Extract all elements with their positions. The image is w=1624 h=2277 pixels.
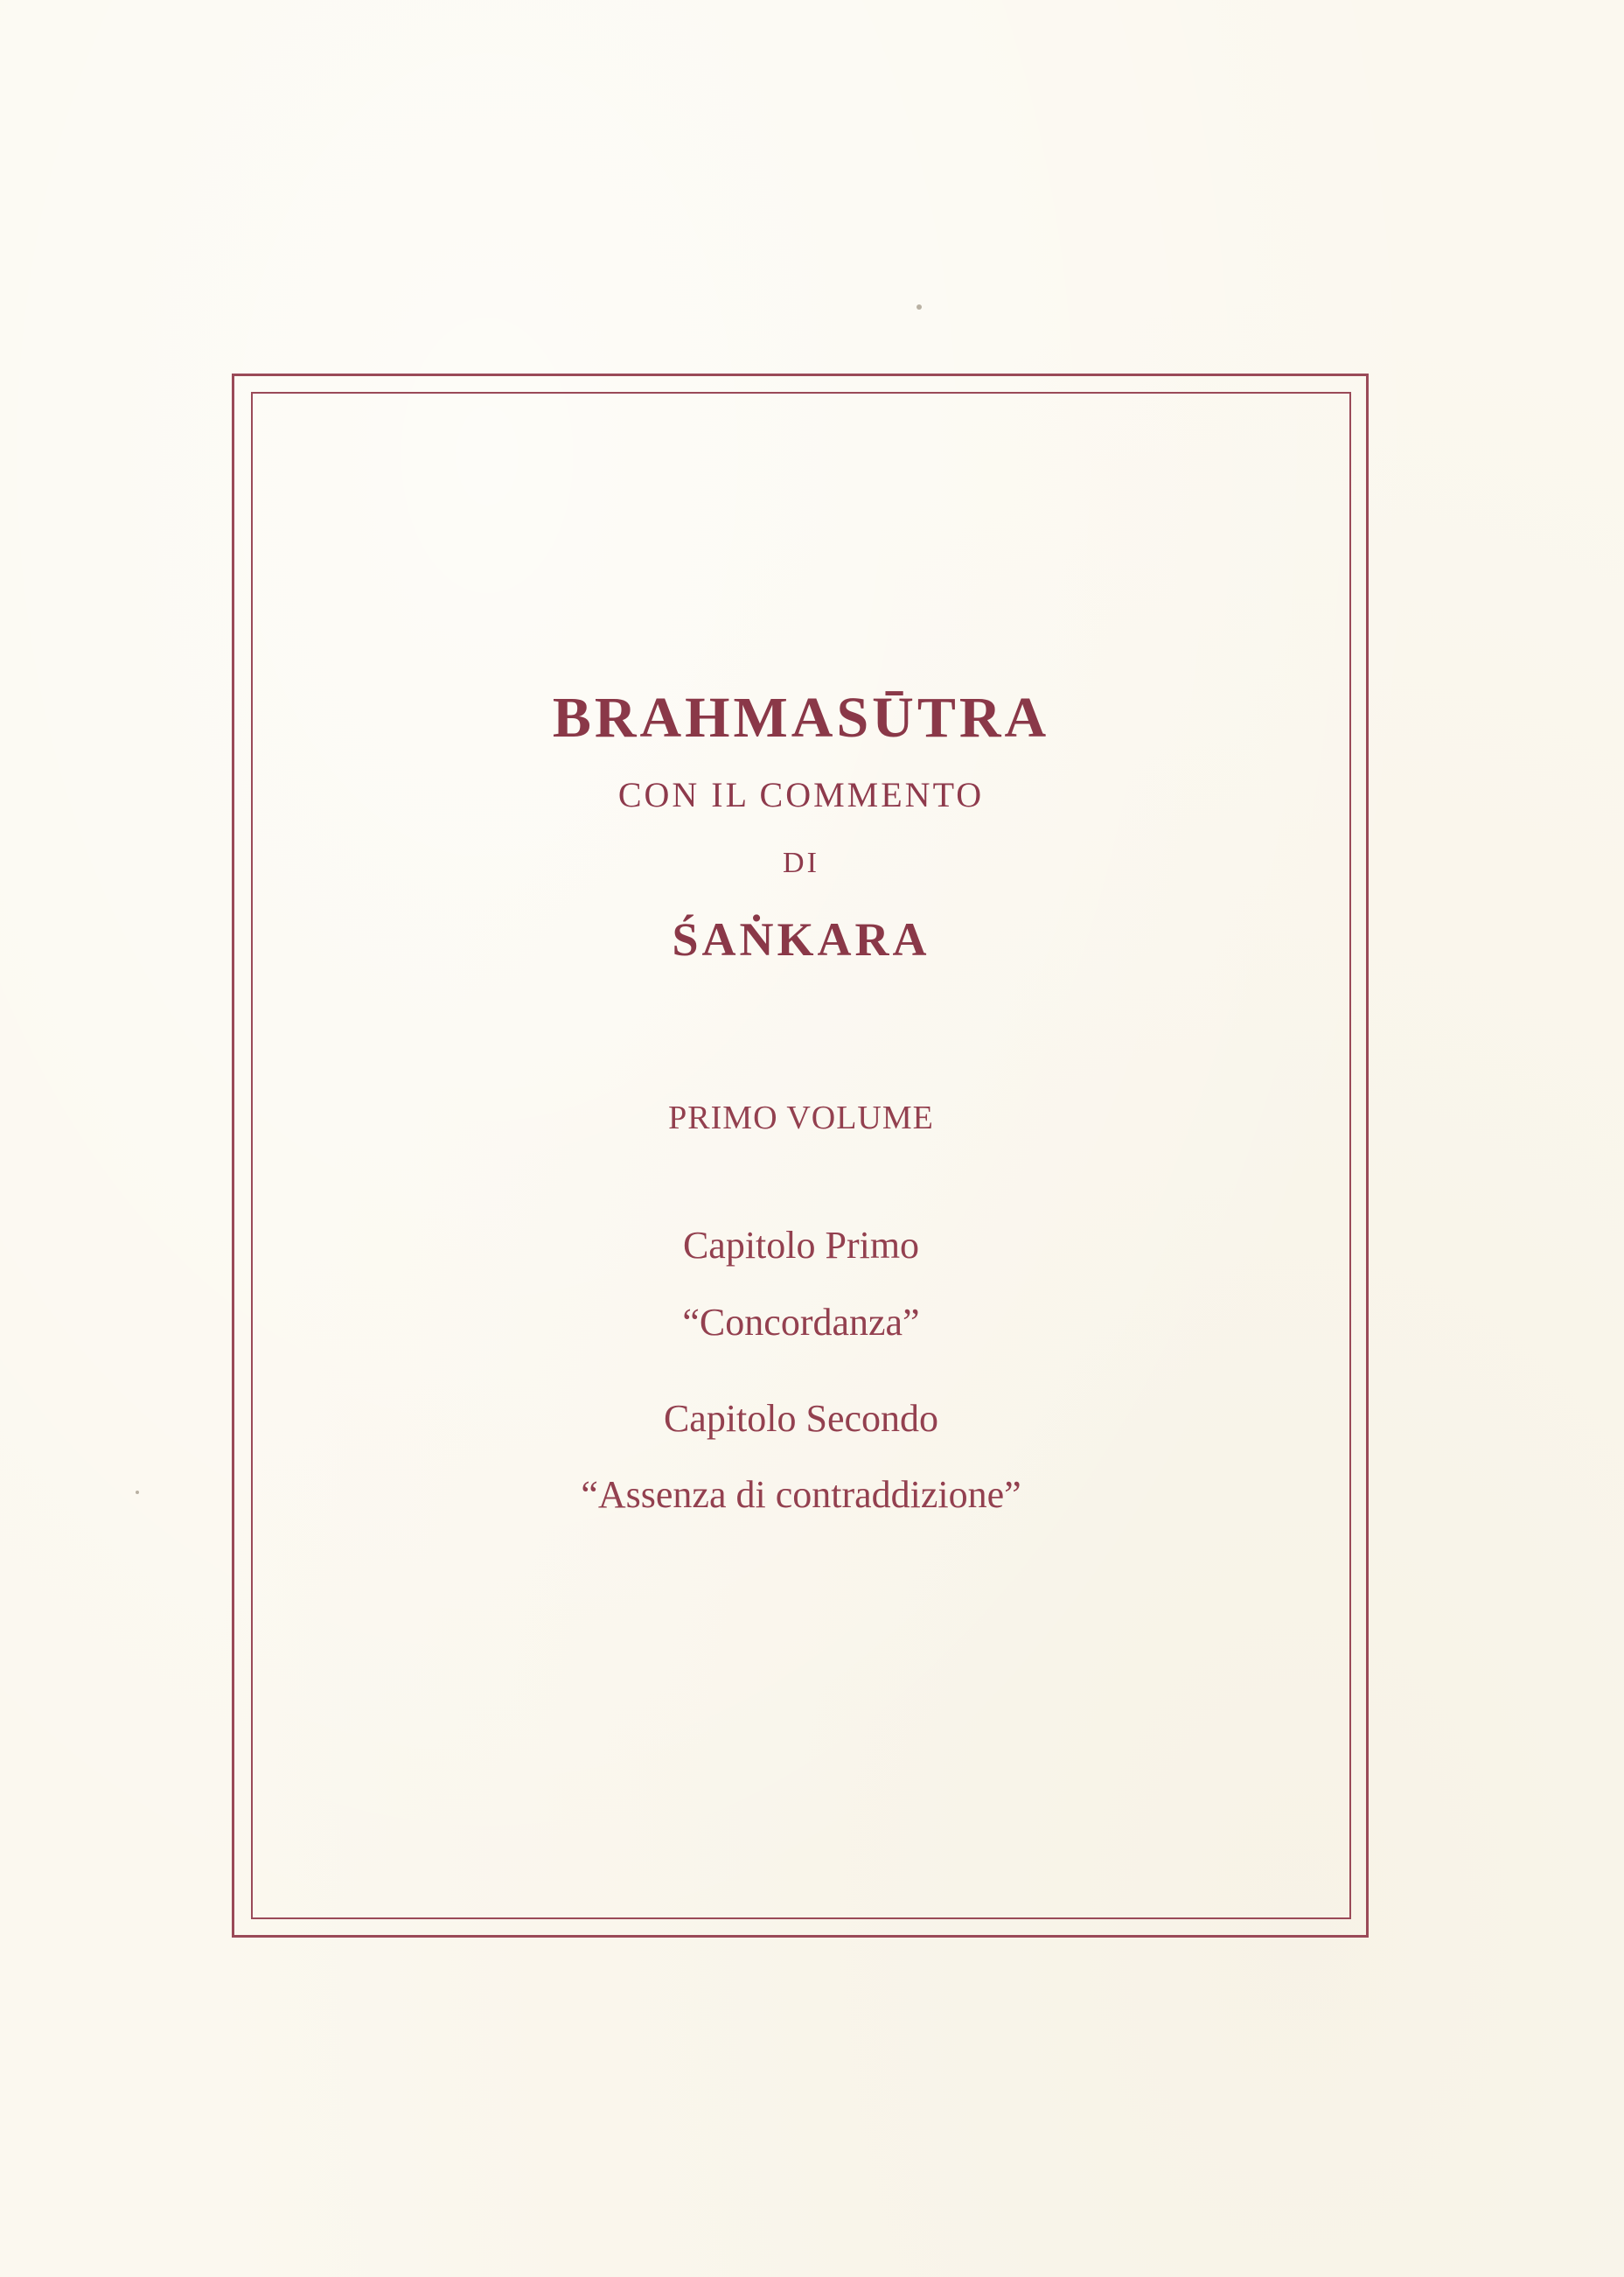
paper-speck (917, 304, 922, 310)
paper-speck (136, 1491, 139, 1494)
book-title: BRAHMASŪTRA (552, 686, 1050, 750)
subtitle-connector: DI (783, 847, 819, 879)
book-subtitle: CON IL COMMENTO (617, 775, 985, 814)
chapter-1-label: Capitolo Primo (682, 1224, 920, 1267)
chapter-1-title: “Concordanza” (682, 1301, 920, 1344)
chapter-2-title: “Assenza di contraddizione” (581, 1473, 1021, 1516)
chapter-2-label: Capitolo Secondo (663, 1397, 939, 1440)
author-name: ŚAṄKARA (672, 913, 930, 966)
cover-content (251, 392, 1351, 1919)
volume-label: PRIMO VOLUME (668, 1100, 934, 1136)
